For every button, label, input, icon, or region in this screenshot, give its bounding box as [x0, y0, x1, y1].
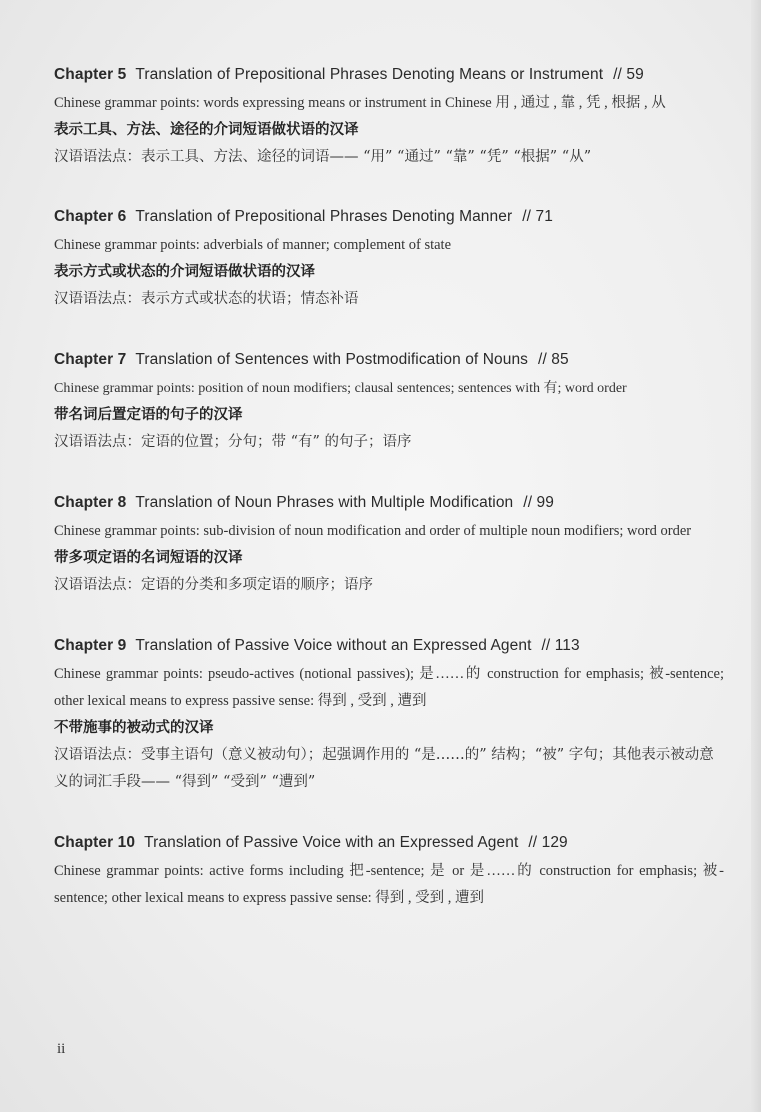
chapter-title: Translation of Prepositional Phrases Denoting Manner [135, 208, 513, 225]
chapter-entry-8 [54, 492, 724, 599]
chapter-number: Chapter 8 [54, 494, 127, 511]
grammar-points-cn: 汉语语法点：受事主语句（意义被动句）；起强调作用的 “是……的” 结构；“被” 字句；其他表示被动意义的词汇手段—— “得到” “受到” “遭到” [54, 747, 714, 790]
grammar-points-en: Chinese grammar points: adverbials of manner; complement of state [54, 237, 452, 253]
chapter-heading [54, 635, 724, 657]
chapter-title: Translation of Noun Phrases with Multiple Modification [135, 494, 514, 511]
grammar-points-cn: 汉语语法点：定语的分类和多项定语的顺序；语序 [54, 577, 373, 593]
grammar-points-en: Chinese grammar points: position of noun modifiers; clausal sentences; sentences with 有; word order [54, 381, 627, 396]
chapter-title: Translation of Passive Voice with an Expressed Agent [144, 834, 519, 851]
grammar-points-cn: 汉语语法点：表示工具、方法、途径的词语—— “用” “通过” “靠” “凭” “根据” “从” [54, 149, 592, 165]
chapter-title: Translation of Sentences with Postmodification of Nouns [135, 351, 529, 368]
chapter-heading [54, 206, 724, 228]
chapter-number: Chapter 6 [54, 208, 127, 225]
grammar-points-cn: 汉语语法点：定语的位置；分句；带 “有” 的句子；语序 [54, 434, 412, 450]
chapter-title-cn: 表示工具、方法、途径的介词短语做状语的汉译 [54, 122, 359, 138]
chapter-title-cn: 不带施事的被动式的汉译 [54, 720, 214, 736]
chapter-title-cn: 表示方式或状态的介词短语做状语的汉译 [54, 264, 315, 280]
chapter-heading [54, 64, 724, 86]
chapter-heading [54, 492, 724, 514]
grammar-points-cn: 汉语语法点：表示方式或状态的状语；情态补语 [54, 291, 359, 307]
grammar-points-en: Chinese grammar points: sub-division of noun modification and order of multiple noun modifiers; word order [54, 523, 692, 539]
chapter-page-number: // 129 [528, 834, 568, 851]
table-of-contents [54, 64, 724, 912]
chapter-entry-5 [54, 64, 724, 171]
page-edge [751, 0, 761, 1112]
chapter-number: Chapter 10 [54, 834, 136, 851]
chapter-entry-7 [54, 349, 724, 456]
chapter-page-number: // 113 [541, 637, 580, 654]
grammar-points-en: Chinese grammar points: pseudo-actives (notional passives); 是……的 construction for emphasis; 被-sentence; other lexical means to express passive sense: 得到 , 受到 , 遭到 [54, 666, 724, 709]
grammar-points-en: Chinese grammar points: active forms including 把-sentence; 是 or 是……的 construction for emphasis; 被-sentence; other lexical means to express passive sense: 得到 , 受到 , 遭到 [54, 863, 724, 906]
chapter-title: Translation of Prepositional Phrases Denoting Means or Instrument [135, 66, 604, 83]
chapter-entry-6 [54, 206, 724, 313]
chapter-number: Chapter 5 [54, 66, 127, 83]
chapter-title-cn: 带名词后置定语的句子的汉译 [54, 407, 243, 423]
chapter-page-number: // 99 [523, 494, 554, 511]
chapter-entry-9 [54, 635, 724, 796]
chapter-heading [54, 349, 724, 371]
chapter-title-cn: 带多项定语的名词短语的汉译 [54, 550, 243, 566]
chapter-heading [54, 832, 724, 854]
chapter-page-number: // 71 [522, 208, 553, 225]
chapter-page-number: // 59 [613, 66, 644, 83]
grammar-points-en: Chinese grammar points: words expressing means or instrument in Chinese 用 , 通过 , 靠 , 凭 , 根据 , 从 [54, 95, 666, 111]
chapter-page-number: // 85 [538, 351, 569, 368]
chapter-number: Chapter 9 [54, 637, 127, 654]
page-folio: ii [57, 1041, 66, 1057]
chapter-title: Translation of Passive Voice without an Expressed Agent [135, 637, 532, 654]
chapter-entry-10 [54, 832, 724, 912]
chapter-number: Chapter 7 [54, 351, 127, 368]
